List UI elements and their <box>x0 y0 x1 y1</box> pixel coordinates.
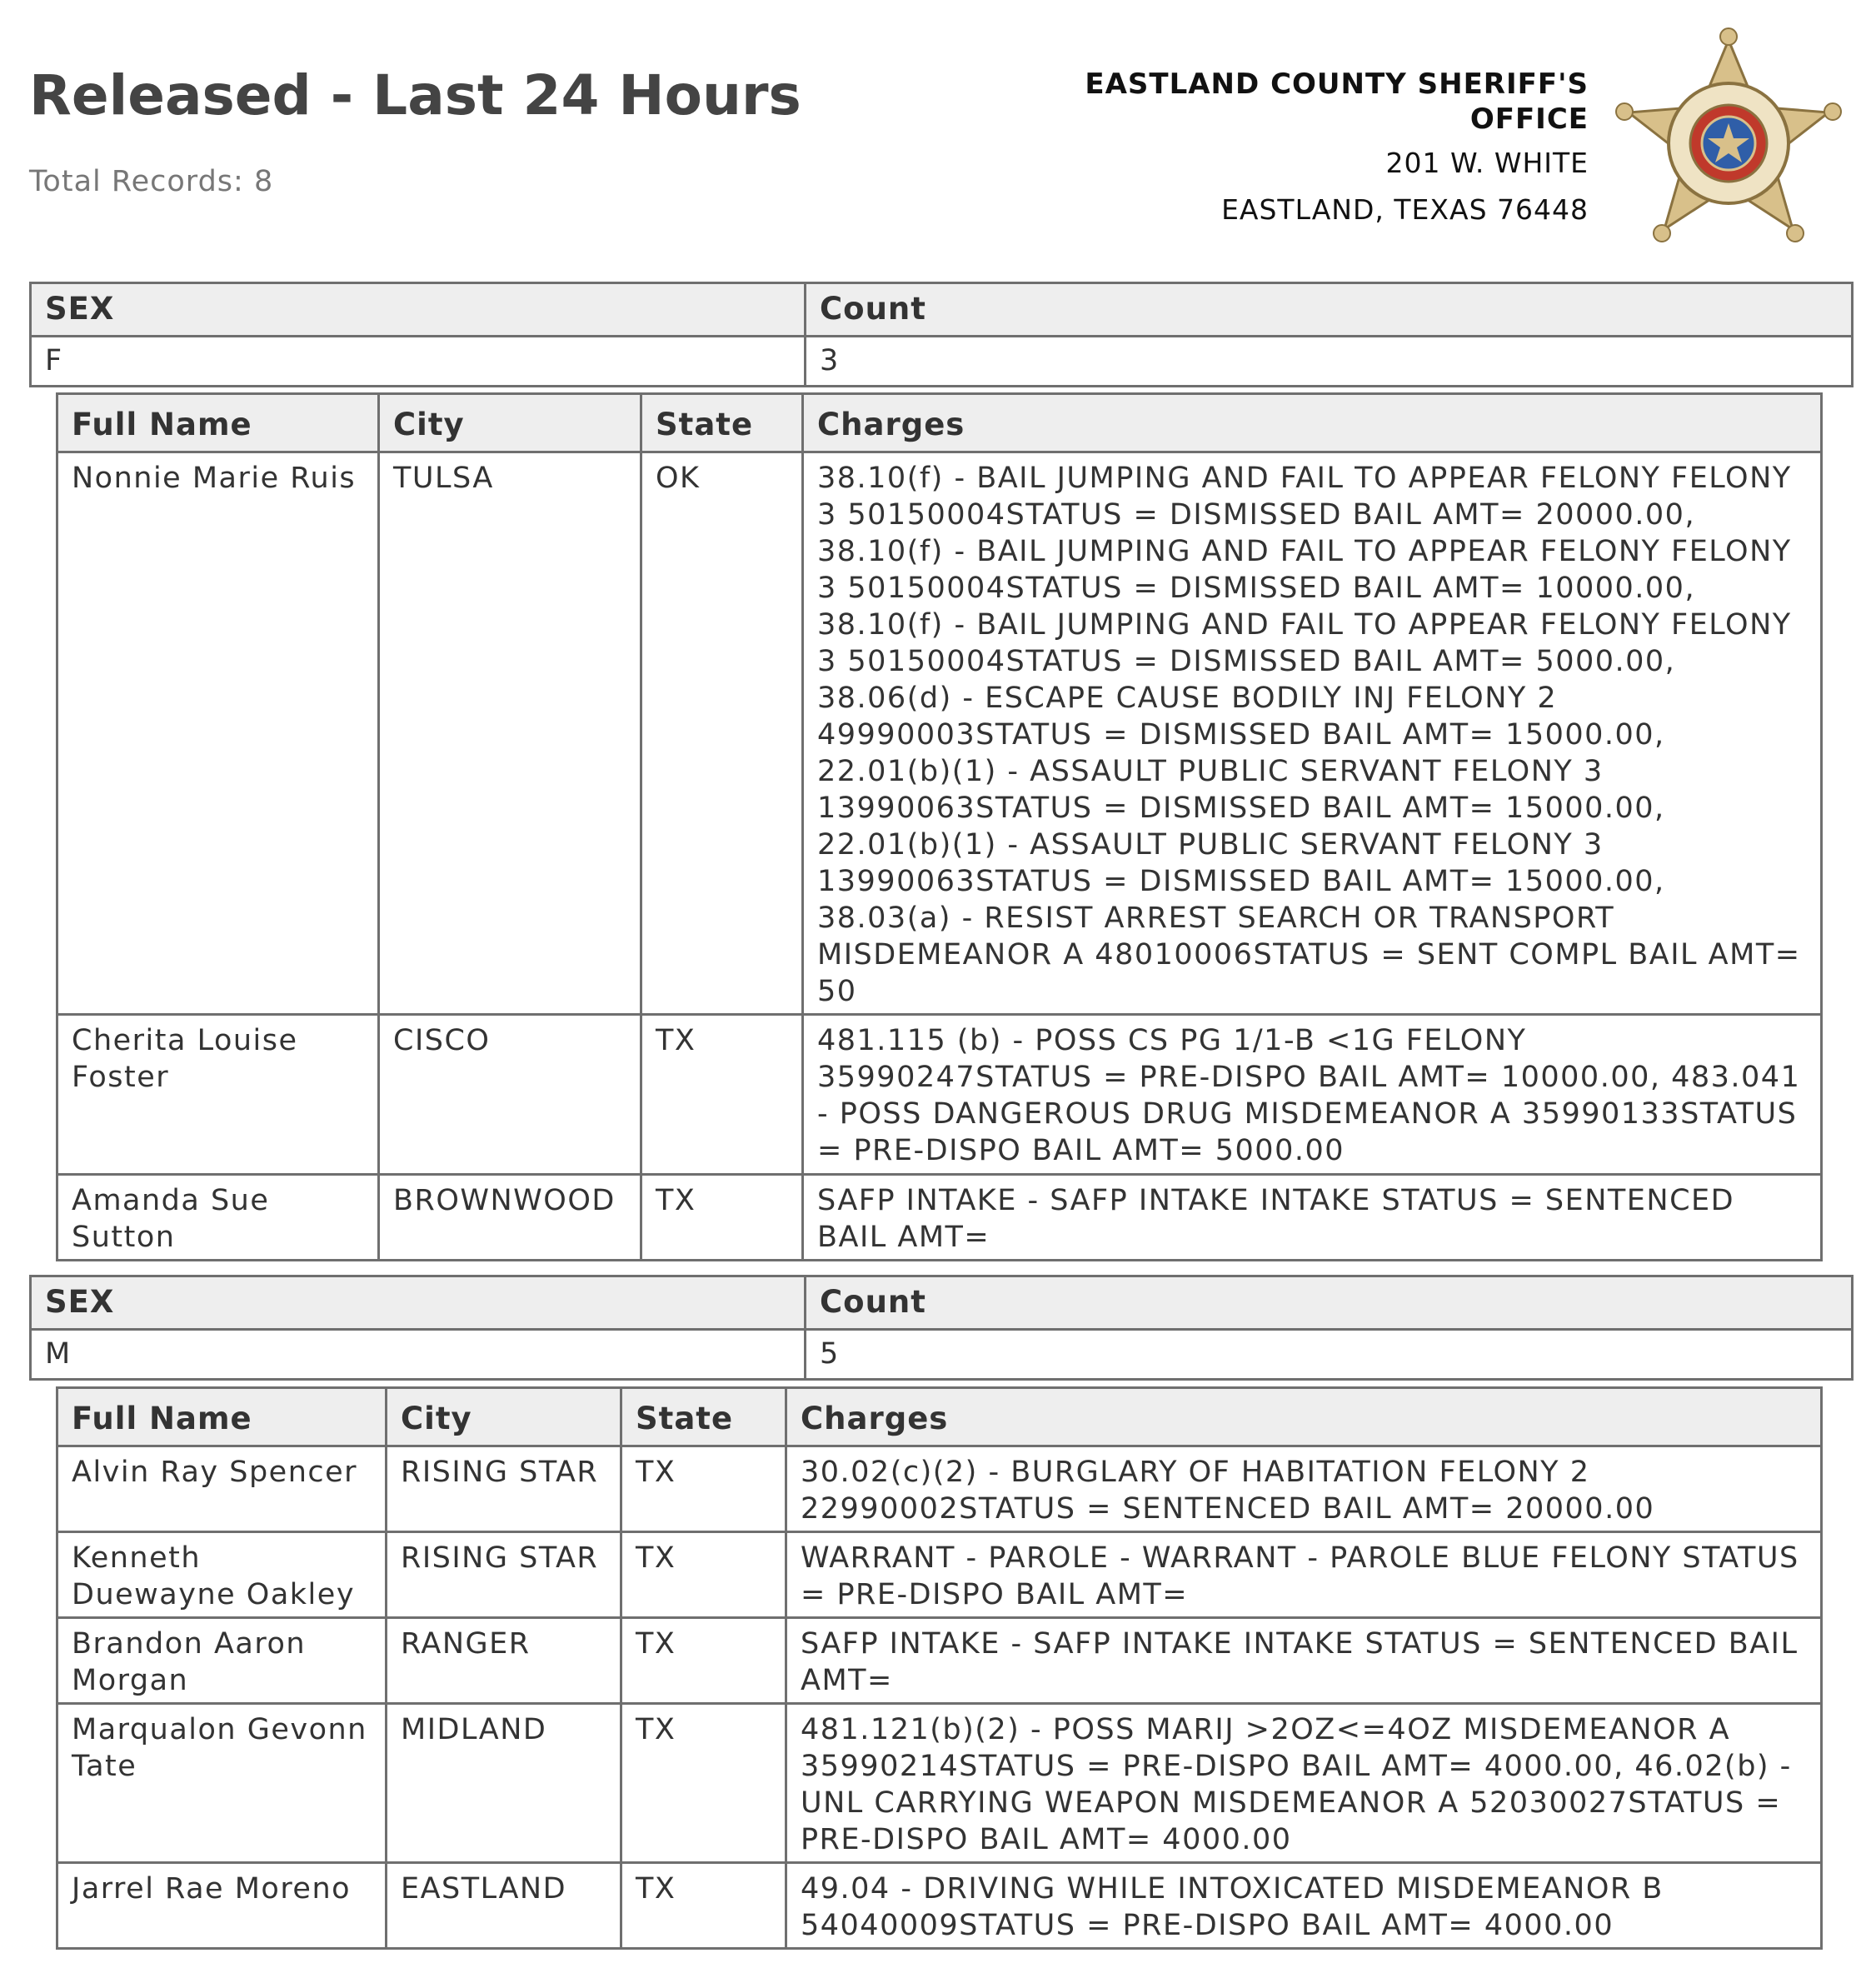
full-name-header: Full Name <box>57 1388 387 1446</box>
state-header: State <box>641 394 803 452</box>
charges-cell: WARRANT - PAROLE - WARRANT - PAROLE BLUE FELONY STATUS = PRE-DISPO BAIL AMT= <box>786 1532 1822 1618</box>
charges-cell: SAFP INTAKE - SAFP INTAKE INTAKE STATUS = SENTENCED BAIL AMT= <box>786 1618 1822 1704</box>
city-cell: TULSA <box>379 452 641 1015</box>
badge-star-tip <box>1654 225 1670 242</box>
full-name-cell: Jarrel Rae Moreno <box>57 1863 387 1949</box>
state-cell: TX <box>641 1015 803 1175</box>
total-records: Total Records: 8 <box>29 165 274 198</box>
city-cell: RISING STAR <box>387 1532 621 1618</box>
charges-cell: 30.02(c)(2) - BURGLARY OF HABITATION FELONY 2 22990002STATUS = SENTENCED BAIL AMT= 20000.00 <box>786 1446 1822 1532</box>
state-cell: TX <box>641 1175 803 1261</box>
count-value: 5 <box>806 1330 1853 1380</box>
office-address-line2: EASTLAND, TEXAS 76448 <box>1221 193 1589 226</box>
office-info <box>1005 67 1589 227</box>
sex-group-row <box>31 337 1853 387</box>
charges-cell: SAFP INTAKE - SAFP INTAKE INTAKE STATUS = SENTENCED BAIL AMT= <box>803 1175 1822 1261</box>
full-name-cell: Kenneth Duewayne Oakley <box>57 1532 387 1618</box>
sex-group-header-row <box>31 283 1853 337</box>
count-header: Count <box>806 283 1853 337</box>
charges-cell: 49.04 - DRIVING WHILE INTOXICATED MISDEMEANOR B 54040009STATUS = PRE-DISPO BAIL AMT= 4000.00 <box>786 1863 1822 1949</box>
table-row <box>57 1704 1822 1863</box>
table-row <box>57 1532 1822 1618</box>
full-name-cell: Marqualon Gevonn Tate <box>57 1704 387 1863</box>
sex-value: F <box>31 337 806 387</box>
office-address-line1: 201 W. WHITE <box>1385 147 1589 179</box>
full-name-cell: Nonnie Marie Ruis <box>57 452 379 1015</box>
count-value: 3 <box>806 337 1853 387</box>
state-cell: TX <box>621 1863 786 1949</box>
full-name-cell: Alvin Ray Spencer <box>57 1446 387 1532</box>
full-name-cell: Cherita Louise Foster <box>57 1015 379 1175</box>
city-cell: CISCO <box>379 1015 641 1175</box>
sheriff-star-badge-icon <box>1608 25 1849 250</box>
sex-value: M <box>31 1330 806 1380</box>
city-cell: MIDLAND <box>387 1704 621 1863</box>
badge-star-tip <box>1616 103 1633 120</box>
inmate-table <box>56 392 1823 1261</box>
table-row <box>57 1618 1822 1704</box>
table-row <box>57 1863 1822 1949</box>
table-row <box>57 452 1822 1015</box>
sex-group-table <box>29 282 1854 387</box>
full-name-header: Full Name <box>57 394 379 452</box>
badge-star-tip <box>1824 103 1841 120</box>
state-cell: TX <box>621 1704 786 1863</box>
count-header: Count <box>806 1276 1853 1330</box>
state-cell: TX <box>621 1618 786 1704</box>
city-header: City <box>387 1388 621 1446</box>
state-cell: TX <box>621 1446 786 1532</box>
city-cell: BROWNWOOD <box>379 1175 641 1261</box>
city-cell: RISING STAR <box>387 1446 621 1532</box>
office-name: EASTLAND COUNTY SHERIFF'S OFFICE <box>1085 67 1589 136</box>
sex-group-table <box>29 1275 1854 1381</box>
inmate-header-row <box>57 394 1822 452</box>
city-cell: RANGER <box>387 1618 621 1704</box>
badge-star-tip <box>1787 225 1804 242</box>
full-name-cell: Brandon Aaron Morgan <box>57 1618 387 1704</box>
state-cell: TX <box>621 1532 786 1618</box>
full-name-cell: Amanda Sue Sutton <box>57 1175 379 1261</box>
sex-header: SEX <box>31 1276 806 1330</box>
charges-cell: 481.115 (b) - POSS CS PG 1/1-B <1G FELONY 35990247STATUS = PRE-DISPO BAIL AMT= 10000.00, 483.041 - POSS DANGEROUS DRUG MISDEMEANOR A 35990133STATUS = PRE-DISPO BAIL AMT= 5000.00 <box>803 1015 1822 1175</box>
inmate-table <box>56 1386 1823 1950</box>
city-header: City <box>379 394 641 452</box>
city-cell: EASTLAND <box>387 1863 621 1949</box>
charges-cell: 38.10(f) - BAIL JUMPING AND FAIL TO APPEAR FELONY FELONY 3 50150004STATUS = DISMISSED BAIL AMT= 20000.00, 38.10(f) - BAIL JUMPING AND FAIL TO APPEAR FELONY FELONY 3 50150004STATUS = DISMISSED BAIL AMT= 10000.00, 38.10(f) - BAIL JUMPING AND FAIL TO APPEAR FELONY FELONY 3 50150004STATUS = DISMISSED BAIL AMT= 5000.00, 38.06(d) - ESCAPE CAUSE BODILY INJ FELONY 2 49990003STATUS = DISMISSED BAIL AMT= 15000.00, 22.01(b)(1) - ASSAULT PUBLIC SERVANT FELONY 3 13990063STATUS = DISMISSED BAIL AMT= 15000.00, 22.01(b)(1) - ASSAULT PUBLIC SERVANT FELONY 3 13990063STATUS = DISMISSED BAIL AMT= 15000.00, 38.03(a) - RESIST ARREST SEARCH OR TRANSPORT MISDEMEANOR A 48010006STATUS = SENT COMPL BAIL AMT= 50 <box>803 452 1822 1015</box>
sex-header: SEX <box>31 283 806 337</box>
sex-group-header-row <box>31 1276 1853 1330</box>
state-header: State <box>621 1388 786 1446</box>
table-row <box>57 1446 1822 1532</box>
state-cell: OK <box>641 452 803 1015</box>
badge-star-tip <box>1720 28 1737 45</box>
page-title: Released - Last 24 Hours <box>29 63 801 127</box>
table-row <box>57 1175 1822 1261</box>
charges-cell: 481.121(b)(2) - POSS MARIJ >2OZ<=4OZ MISDEMEANOR A 35990214STATUS = PRE-DISPO BAIL AMT= 4000.00, 46.02(b) - UNL CARRYING WEAPON MISDEMEANOR A 52030027STATUS = PRE-DISPO BAIL AMT= 4000.00 <box>786 1704 1822 1863</box>
inmate-header-row <box>57 1388 1822 1446</box>
charges-header: Charges <box>803 394 1822 452</box>
sex-group-row <box>31 1330 1853 1380</box>
table-row <box>57 1015 1822 1175</box>
charges-header: Charges <box>786 1388 1822 1446</box>
